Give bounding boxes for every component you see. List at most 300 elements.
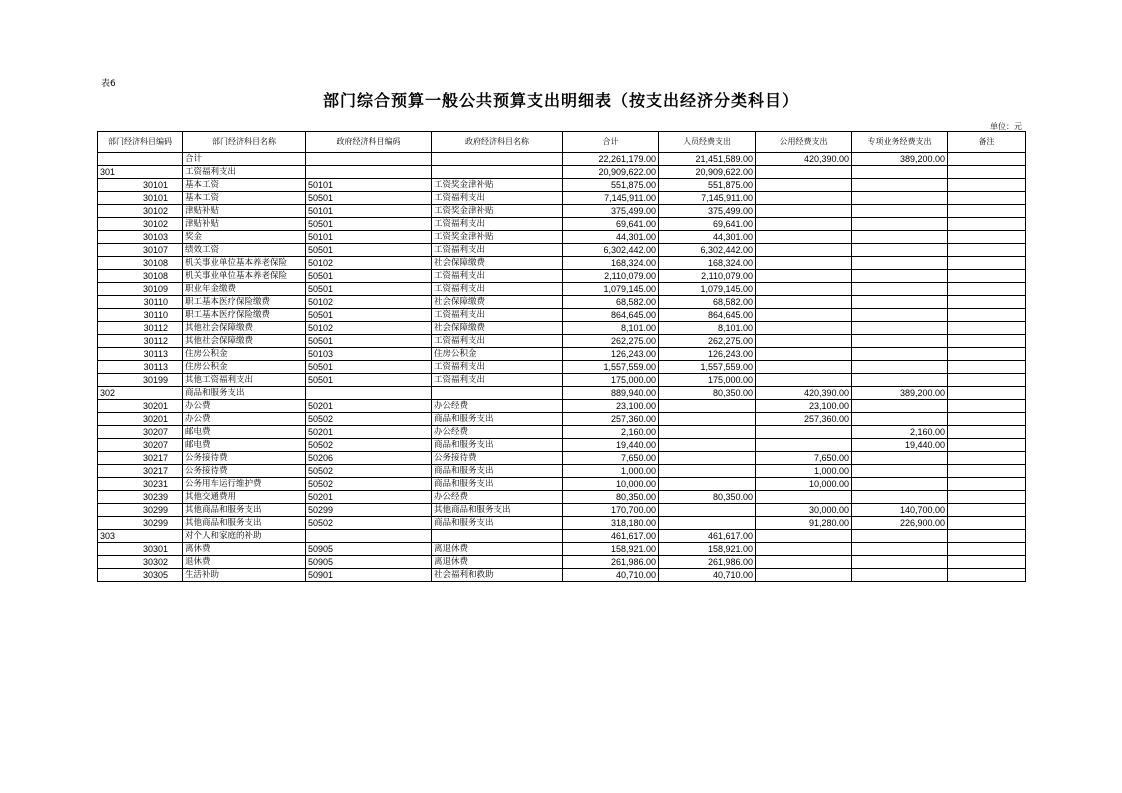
public-cell	[756, 309, 852, 322]
remarks-cell	[948, 491, 1026, 504]
public-cell	[756, 426, 852, 439]
personnel-cell: 551,875.00	[659, 179, 756, 192]
total-cell: 375,499.00	[563, 205, 659, 218]
gov-code-cell: 50101	[306, 205, 432, 218]
dept-code-cell: 303	[98, 530, 183, 543]
personnel-cell: 20,909,622.00	[659, 166, 756, 179]
remarks-cell	[948, 335, 1026, 348]
dept-name-cell: 邮电费	[183, 439, 306, 452]
table-row	[98, 543, 1026, 556]
public-cell	[756, 244, 852, 257]
remarks-cell	[948, 530, 1026, 543]
total-cell: 7,145,911.00	[563, 192, 659, 205]
gov-name-cell	[432, 530, 563, 543]
dept-name-cell: 其他社会保障缴费	[183, 335, 306, 348]
dept-name-cell: 离休费	[183, 543, 306, 556]
remarks-cell	[948, 426, 1026, 439]
special-cell	[852, 283, 948, 296]
total-cell: 19,440.00	[563, 439, 659, 452]
dept-code-cell: 30110	[98, 296, 183, 309]
remarks-cell	[948, 465, 1026, 478]
personnel-cell: 40,710.00	[659, 569, 756, 582]
table-row	[98, 205, 1026, 218]
gov-code-cell: 50901	[306, 569, 432, 582]
dept-code-cell: 30102	[98, 218, 183, 231]
dept-code-cell: 30239	[98, 491, 183, 504]
special-cell: 226,900.00	[852, 517, 948, 530]
table-row	[98, 283, 1026, 296]
special-cell	[852, 192, 948, 205]
special-cell	[852, 231, 948, 244]
personnel-cell: 158,921.00	[659, 543, 756, 556]
dept-code-cell: 30113	[98, 348, 183, 361]
personnel-cell: 44,301.00	[659, 231, 756, 244]
table-row	[98, 348, 1026, 361]
total-cell: 23,100.00	[563, 400, 659, 413]
dept-code-cell: 30301	[98, 543, 183, 556]
total-cell: 461,617.00	[563, 530, 659, 543]
public-cell	[756, 322, 852, 335]
table-row	[98, 179, 1026, 192]
dept-code-cell: 30217	[98, 452, 183, 465]
personnel-cell: 68,582.00	[659, 296, 756, 309]
special-cell	[852, 491, 948, 504]
public-cell	[756, 374, 852, 387]
gov-code-cell: 50501	[306, 309, 432, 322]
dept-code-cell: 30101	[98, 192, 183, 205]
gov-code-cell: 50102	[306, 296, 432, 309]
personnel-cell	[659, 465, 756, 478]
gov-name-cell: 工资福利支出	[432, 283, 563, 296]
dept-code-cell: 30110	[98, 309, 183, 322]
dept-name-cell: 对个人和家庭的补助	[183, 530, 306, 543]
gov-name-cell: 商品和服务支出	[432, 478, 563, 491]
public-cell	[756, 218, 852, 231]
gov-code-cell: 50905	[306, 543, 432, 556]
table-row	[98, 569, 1026, 582]
dept-code-cell: 30109	[98, 283, 183, 296]
dept-code-cell: 30107	[98, 244, 183, 257]
total-cell: 1,000.00	[563, 465, 659, 478]
public-cell: 420,390.00	[756, 387, 852, 400]
public-cell	[756, 257, 852, 270]
personnel-cell	[659, 504, 756, 517]
dept-code-cell: 30199	[98, 374, 183, 387]
gov-code-cell: 50103	[306, 348, 432, 361]
gov-code-cell	[306, 387, 432, 400]
public-cell: 91,280.00	[756, 517, 852, 530]
dept-name-cell: 津贴补贴	[183, 218, 306, 231]
dept-name-cell: 公务用车运行维护费	[183, 478, 306, 491]
gov-name-cell: 商品和服务支出	[432, 465, 563, 478]
table-row	[98, 556, 1026, 569]
public-cell	[756, 348, 852, 361]
personnel-cell: 175,000.00	[659, 374, 756, 387]
special-cell	[852, 270, 948, 283]
table-row	[98, 218, 1026, 231]
personnel-cell: 1,079,145.00	[659, 283, 756, 296]
public-cell	[756, 530, 852, 543]
total-cell: 262,275.00	[563, 335, 659, 348]
personnel-cell	[659, 478, 756, 491]
remarks-cell	[948, 478, 1026, 491]
dept-name-cell: 职工基本医疗保险缴费	[183, 296, 306, 309]
dept-code-cell: 30112	[98, 335, 183, 348]
public-cell	[756, 439, 852, 452]
table-row	[98, 478, 1026, 491]
special-cell	[852, 322, 948, 335]
total-cell: 864,645.00	[563, 309, 659, 322]
remarks-cell	[948, 348, 1026, 361]
gov-code-cell	[306, 530, 432, 543]
gov-code-cell: 50502	[306, 439, 432, 452]
personnel-cell: 7,145,911.00	[659, 192, 756, 205]
gov-code-cell: 50206	[306, 452, 432, 465]
total-cell: 551,875.00	[563, 179, 659, 192]
dept-code-cell: 302	[98, 387, 183, 400]
dept-name-cell: 机关事业单位基本养老保险	[183, 257, 306, 270]
dept-name-cell: 住房公积金	[183, 348, 306, 361]
gov-name-cell: 社会保障缴费	[432, 257, 563, 270]
remarks-cell	[948, 283, 1026, 296]
remarks-cell	[948, 569, 1026, 582]
total-cell: 8,101.00	[563, 322, 659, 335]
public-cell: 420,390.00	[756, 153, 852, 166]
special-cell	[852, 348, 948, 361]
personnel-cell: 21,451,589.00	[659, 153, 756, 166]
gov-name-cell: 工资福利支出	[432, 335, 563, 348]
dept-code-cell: 30302	[98, 556, 183, 569]
dept-code-cell: 30207	[98, 426, 183, 439]
table-row	[98, 452, 1026, 465]
dept-code-cell: 30207	[98, 439, 183, 452]
dept-name-cell: 机关事业单位基本养老保险	[183, 270, 306, 283]
public-cell: 30,000.00	[756, 504, 852, 517]
gov-code-cell	[306, 153, 432, 166]
col-header-dept-name: 部门经济科目名称	[183, 132, 306, 153]
dept-name-cell: 办公费	[183, 400, 306, 413]
dept-name-cell: 合计	[183, 153, 306, 166]
gov-name-cell: 离退休费	[432, 543, 563, 556]
gov-name-cell: 住房公积金	[432, 348, 563, 361]
remarks-cell	[948, 309, 1026, 322]
special-cell: 389,200.00	[852, 153, 948, 166]
gov-name-cell: 工资福利支出	[432, 270, 563, 283]
table-row	[98, 465, 1026, 478]
total-cell: 170,700.00	[563, 504, 659, 517]
public-cell	[756, 491, 852, 504]
special-cell	[852, 452, 948, 465]
table-row	[98, 270, 1026, 283]
public-cell	[756, 361, 852, 374]
total-cell: 257,360.00	[563, 413, 659, 426]
remarks-cell	[948, 153, 1026, 166]
personnel-cell	[659, 439, 756, 452]
dept-code-cell: 30102	[98, 205, 183, 218]
table-header-row	[98, 132, 1026, 153]
dept-name-cell: 职业年金缴费	[183, 283, 306, 296]
gov-code-cell: 50501	[306, 283, 432, 296]
dept-name-cell: 公务接待费	[183, 465, 306, 478]
dept-code-cell: 30108	[98, 257, 183, 270]
table-row	[98, 322, 1026, 335]
public-cell	[756, 543, 852, 556]
gov-code-cell	[306, 166, 432, 179]
total-cell: 10,000.00	[563, 478, 659, 491]
total-cell: 1,557,559.00	[563, 361, 659, 374]
special-cell	[852, 296, 948, 309]
remarks-cell	[948, 322, 1026, 335]
dept-name-cell: 工资福利支出	[183, 166, 306, 179]
gov-code-cell: 50201	[306, 400, 432, 413]
special-cell	[852, 179, 948, 192]
remarks-cell	[948, 218, 1026, 231]
personnel-cell: 2,110,079.00	[659, 270, 756, 283]
gov-code-cell: 50501	[306, 335, 432, 348]
gov-code-cell: 50201	[306, 491, 432, 504]
special-cell	[852, 556, 948, 569]
gov-name-cell: 办公经费	[432, 426, 563, 439]
remarks-cell	[948, 413, 1026, 426]
table-row	[98, 244, 1026, 257]
table-row	[98, 374, 1026, 387]
public-cell	[756, 270, 852, 283]
total-cell: 22,261,179.00	[563, 153, 659, 166]
dept-name-cell: 职工基本医疗保险缴费	[183, 309, 306, 322]
remarks-cell	[948, 504, 1026, 517]
gov-code-cell: 50102	[306, 322, 432, 335]
total-cell: 69,641.00	[563, 218, 659, 231]
dept-name-cell: 其他商品和服务支出	[183, 517, 306, 530]
total-cell: 1,079,145.00	[563, 283, 659, 296]
public-cell	[756, 192, 852, 205]
special-cell	[852, 530, 948, 543]
personnel-cell: 262,275.00	[659, 335, 756, 348]
gov-code-cell: 50501	[306, 192, 432, 205]
remarks-cell	[948, 179, 1026, 192]
gov-name-cell: 商品和服务支出	[432, 439, 563, 452]
dept-name-cell: 其他工资福利支出	[183, 374, 306, 387]
dept-code-cell: 30305	[98, 569, 183, 582]
dept-name-cell: 公务接待费	[183, 452, 306, 465]
gov-name-cell	[432, 153, 563, 166]
remarks-cell	[948, 452, 1026, 465]
special-cell	[852, 205, 948, 218]
public-cell	[756, 296, 852, 309]
special-cell	[852, 478, 948, 491]
remarks-cell	[948, 231, 1026, 244]
public-cell	[756, 179, 852, 192]
table-row	[98, 413, 1026, 426]
total-cell: 6,302,442.00	[563, 244, 659, 257]
table-row	[98, 504, 1026, 517]
table-row	[98, 491, 1026, 504]
special-cell	[852, 257, 948, 270]
remarks-cell	[948, 296, 1026, 309]
special-cell: 140,700.00	[852, 504, 948, 517]
gov-code-cell: 50501	[306, 374, 432, 387]
dept-code-cell: 30101	[98, 179, 183, 192]
personnel-cell: 864,645.00	[659, 309, 756, 322]
gov-name-cell: 工资福利支出	[432, 309, 563, 322]
gov-code-cell: 50502	[306, 465, 432, 478]
personnel-cell	[659, 452, 756, 465]
col-header-gov-code: 政府经济科目编码	[306, 132, 432, 153]
dept-name-cell: 其他社会保障缴费	[183, 322, 306, 335]
remarks-cell	[948, 192, 1026, 205]
total-cell: 2,110,079.00	[563, 270, 659, 283]
gov-name-cell: 工资奖金津补贴	[432, 231, 563, 244]
remarks-cell	[948, 374, 1026, 387]
dept-name-cell: 基本工资	[183, 192, 306, 205]
col-header-personnel: 人员经费支出	[659, 132, 756, 153]
gov-code-cell: 50501	[306, 244, 432, 257]
personnel-cell	[659, 413, 756, 426]
dept-code-cell: 30103	[98, 231, 183, 244]
special-cell	[852, 244, 948, 257]
gov-code-cell: 50102	[306, 257, 432, 270]
table-row	[98, 309, 1026, 322]
gov-code-cell: 50501	[306, 270, 432, 283]
public-cell	[756, 205, 852, 218]
public-cell	[756, 556, 852, 569]
remarks-cell	[948, 244, 1026, 257]
table-row	[98, 439, 1026, 452]
gov-name-cell: 办公经费	[432, 491, 563, 504]
personnel-cell: 126,243.00	[659, 348, 756, 361]
special-cell	[852, 218, 948, 231]
dept-code-cell: 30112	[98, 322, 183, 335]
table-row	[98, 153, 1026, 166]
special-cell: 2,160.00	[852, 426, 948, 439]
dept-code-cell: 30201	[98, 413, 183, 426]
table-row	[98, 257, 1026, 270]
gov-name-cell: 商品和服务支出	[432, 413, 563, 426]
special-cell	[852, 569, 948, 582]
total-cell: 261,986.00	[563, 556, 659, 569]
total-cell: 20,909,622.00	[563, 166, 659, 179]
remarks-cell	[948, 361, 1026, 374]
remarks-cell	[948, 543, 1026, 556]
total-cell: 80,350.00	[563, 491, 659, 504]
gov-code-cell: 50299	[306, 504, 432, 517]
special-cell	[852, 413, 948, 426]
personnel-cell: 461,617.00	[659, 530, 756, 543]
gov-name-cell: 工资奖金津补贴	[432, 205, 563, 218]
personnel-cell: 375,499.00	[659, 205, 756, 218]
public-cell	[756, 569, 852, 582]
col-header-dept-code: 部门经济科目编码	[98, 132, 183, 153]
gov-name-cell: 社会保障缴费	[432, 296, 563, 309]
dept-name-cell: 基本工资	[183, 179, 306, 192]
col-header-total: 合计	[563, 132, 659, 153]
remarks-cell	[948, 270, 1026, 283]
table-body	[98, 153, 1026, 582]
public-cell	[756, 335, 852, 348]
col-header-special: 专项业务经费支出	[852, 132, 948, 153]
dept-name-cell: 其他交通费用	[183, 491, 306, 504]
gov-code-cell: 50101	[306, 179, 432, 192]
gov-code-cell: 50501	[306, 218, 432, 231]
public-cell: 10,000.00	[756, 478, 852, 491]
dept-name-cell: 奖金	[183, 231, 306, 244]
dept-code-cell: 30217	[98, 465, 183, 478]
unit-label: 单位：元	[990, 122, 1022, 131]
col-header-remarks: 备注	[948, 132, 1026, 153]
gov-name-cell: 工资福利支出	[432, 374, 563, 387]
total-cell: 2,160.00	[563, 426, 659, 439]
table-row	[98, 387, 1026, 400]
gov-name-cell: 公务接待费	[432, 452, 563, 465]
dept-name-cell: 住房公积金	[183, 361, 306, 374]
col-header-gov-name: 政府经济科目名称	[432, 132, 563, 153]
personnel-cell: 8,101.00	[659, 322, 756, 335]
personnel-cell	[659, 517, 756, 530]
special-cell	[852, 400, 948, 413]
remarks-cell	[948, 400, 1026, 413]
public-cell: 23,100.00	[756, 400, 852, 413]
dept-name-cell: 退休费	[183, 556, 306, 569]
special-cell: 19,440.00	[852, 439, 948, 452]
special-cell	[852, 374, 948, 387]
remarks-cell	[948, 439, 1026, 452]
dept-code-cell: 30113	[98, 361, 183, 374]
table-row	[98, 517, 1026, 530]
total-cell: 168,324.00	[563, 257, 659, 270]
gov-code-cell: 50905	[306, 556, 432, 569]
table-row	[98, 231, 1026, 244]
personnel-cell	[659, 426, 756, 439]
gov-name-cell: 办公经费	[432, 400, 563, 413]
dept-name-cell: 津贴补贴	[183, 205, 306, 218]
public-cell	[756, 166, 852, 179]
total-cell: 175,000.00	[563, 374, 659, 387]
public-cell: 1,000.00	[756, 465, 852, 478]
special-cell: 389,200.00	[852, 387, 948, 400]
dept-name-cell: 其他商品和服务支出	[183, 504, 306, 517]
total-cell: 40,710.00	[563, 569, 659, 582]
total-cell: 68,582.00	[563, 296, 659, 309]
table-row	[98, 530, 1026, 543]
dept-code-cell: 30299	[98, 504, 183, 517]
gov-code-cell: 50501	[306, 361, 432, 374]
dept-code-cell: 30108	[98, 270, 183, 283]
total-cell: 126,243.00	[563, 348, 659, 361]
gov-name-cell: 其他商品和服务支出	[432, 504, 563, 517]
dept-name-cell: 邮电费	[183, 426, 306, 439]
personnel-cell: 168,324.00	[659, 257, 756, 270]
gov-name-cell	[432, 166, 563, 179]
remarks-cell	[948, 387, 1026, 400]
personnel-cell	[659, 400, 756, 413]
dept-name-cell: 生活补助	[183, 569, 306, 582]
table-row	[98, 426, 1026, 439]
table-row	[98, 361, 1026, 374]
total-cell: 318,180.00	[563, 517, 659, 530]
remarks-cell	[948, 517, 1026, 530]
budget-table	[97, 131, 1026, 582]
special-cell	[852, 465, 948, 478]
gov-name-cell: 工资福利支出	[432, 218, 563, 231]
table-row	[98, 166, 1026, 179]
dept-name-cell: 绩效工资	[183, 244, 306, 257]
table-row	[98, 335, 1026, 348]
remarks-cell	[948, 257, 1026, 270]
total-cell: 7,650.00	[563, 452, 659, 465]
dept-code-cell: 301	[98, 166, 183, 179]
personnel-cell: 80,350.00	[659, 387, 756, 400]
gov-name-cell: 工资奖金津补贴	[432, 179, 563, 192]
